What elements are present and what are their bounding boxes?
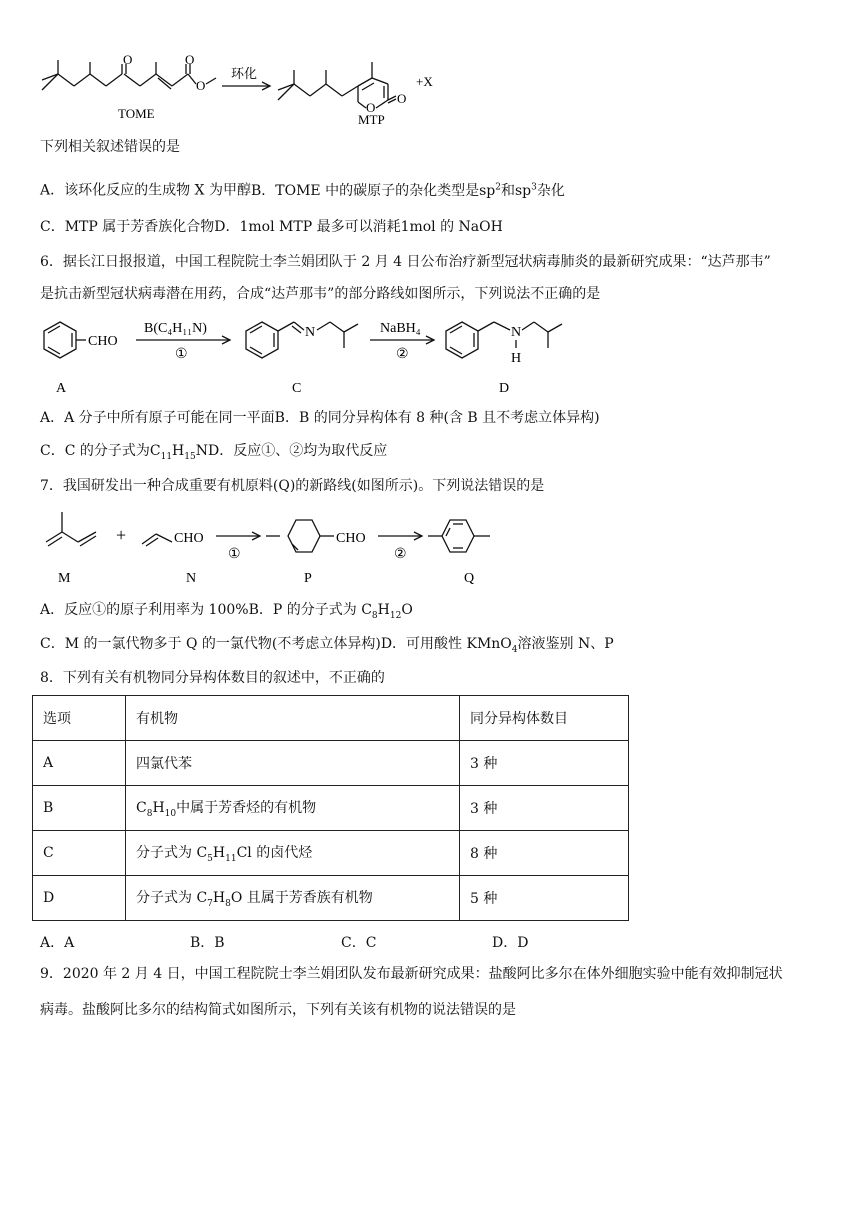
q8-row-count: 8 种 <box>460 831 629 876</box>
q7-option-d[interactable]: D．可用酸性 KMnO$_4$溶液鉴别 N、P <box>380 636 614 655</box>
q7-step1: ① <box>228 547 241 562</box>
q8-row-compound: $C_8H_{10}$中属于芳香烃的有机物 <box>126 786 460 831</box>
q6-option-b[interactable]: B．B 的同分异构体有 8 种(含 B 且不考虑立体异构) <box>274 410 600 426</box>
q8-row-compound: 分子式为 $C_5H_{11}Cl$ 的卤代烃 <box>126 831 460 876</box>
q6-option-a[interactable]: A．A 分子中所有原子可能在同一平面 <box>40 410 275 426</box>
q5-mtp-label: MTP <box>358 112 385 127</box>
q8-table <box>32 695 629 921</box>
q9-stem-line1: 9．2020 年 2 月 4 日，中国工程院院士李兰娟团队发布最新研究成果：盐酸阿比多尔在体外细胞实验中能有效抑制冠状 <box>40 966 783 982</box>
q5-stem: 下列相关叙述错误的是 <box>40 139 180 155</box>
q7-option-a[interactable]: A．反应①的原子利用率为 100% <box>40 602 249 618</box>
q8-row-count: 3 种 <box>460 741 629 786</box>
q8-choice-b[interactable]: B．B <box>190 935 225 951</box>
q5-byproduct: +X <box>416 74 433 89</box>
q8-stem: 8．下列有关有机物同分异构体数目的叙述中，不正确的 <box>40 670 385 686</box>
q6-step1: ① <box>175 347 188 362</box>
q6-option-d[interactable]: D．反应①、②均为取代反应 <box>207 443 388 459</box>
q5-tome-ether-o: O <box>196 78 206 93</box>
q6-amine-h: H <box>511 351 522 366</box>
q7-p-cho: CHO <box>336 531 366 546</box>
q6-reaction-scheme <box>30 308 590 400</box>
q5-options-cd <box>40 217 503 237</box>
table-row <box>33 876 629 921</box>
q5-ring-o: O <box>366 100 376 115</box>
q7-label-p: P <box>304 571 312 586</box>
q5-reaction-scheme <box>30 48 460 128</box>
q8-table-header <box>33 696 629 741</box>
q8-row-count: 3 种 <box>460 786 629 831</box>
table-row <box>33 741 629 786</box>
q5-tome-ketone-o: O <box>123 52 133 67</box>
q7-options-cd <box>40 634 614 660</box>
q7-label-n: N <box>186 571 197 586</box>
q5-tome-label: TOME <box>118 106 155 121</box>
q7-reaction-scheme <box>30 504 530 588</box>
q8-header-compound: 有机物 <box>126 696 460 741</box>
q6-options-ab <box>40 408 600 428</box>
q8-row-option: D <box>33 876 126 921</box>
q5-option-d[interactable]: D．1mol MTP 最多可以消耗1mol 的 NaOH <box>214 219 503 235</box>
q7-option-c[interactable]: C．M 的一氯代物多于 Q 的一氯代物(不考虑立体异构) <box>40 636 381 652</box>
q6-label-a: A <box>56 381 67 396</box>
q6-stem-line1: 6．据长江日报报道，中国工程院院士李兰娟团队于 2 月 4 日公布治疗新型冠状病毒肺炎的最新研究成果：“达芦那韦” <box>40 254 771 270</box>
q8-row-count: 5 种 <box>460 876 629 921</box>
q9-stem-line2: 病毒。盐酸阿比多尔的结构简式如图所示，下列有关该有机物的说法错误的是 <box>40 1002 516 1018</box>
q7-label-q: Q <box>464 571 475 586</box>
q6-cho-label: CHO <box>88 334 118 349</box>
q7-n-cho: CHO <box>174 531 204 546</box>
q7-label-m: M <box>58 571 71 586</box>
q8-header-option: 选项 <box>33 696 126 741</box>
q5-options-ab <box>40 177 565 201</box>
q5-option-c[interactable]: C．MTP 属于芳香族化合物 <box>40 219 215 235</box>
q8-choice-d[interactable]: D．D <box>492 935 529 951</box>
q7-options-ab <box>40 600 413 626</box>
q6-option-c[interactable]: C．C 的分子式为$C_{11}H_{15}N$ <box>40 443 208 462</box>
q6-options-cd <box>40 441 387 467</box>
q5-option-b[interactable]: B．TOME 中的碳原子的杂化类型是$sp^2$和$sp^3$杂化 <box>250 182 565 199</box>
q6-stem-line2: 是抗击新型冠状病毒潜在用药，合成“达芦那韦”的部分路线如图所示，下列说法不正确的是 <box>40 286 601 302</box>
q6-imine-n: N <box>305 325 316 340</box>
q8-choice-c[interactable]: C．C <box>341 935 377 951</box>
table-row <box>33 786 629 831</box>
q5-tome-ester-o: O <box>185 52 195 67</box>
q7-stem: 7．我国研发出一种合成重要有机原料(Q)的新路线(如图所示)。下列说法错误的是 <box>40 478 545 494</box>
q6-step2: ② <box>396 347 409 362</box>
q6-label-d: D <box>499 381 510 396</box>
q6-reagent2: NaBH₄ <box>380 321 421 336</box>
q5-carbonyl-o: O <box>397 91 407 106</box>
q5-option-a[interactable]: A．该环化反应的生成物 X 为甲醇 <box>40 182 251 199</box>
q6-amine-n: N <box>511 325 522 340</box>
q8-header-count: 同分异构体数目 <box>460 696 629 741</box>
q5-arrow-label: 环化 <box>231 66 258 81</box>
q8-row-option: A <box>33 741 126 786</box>
q8-row-compound: 四氯代苯 <box>126 741 460 786</box>
q8-row-option: B <box>33 786 126 831</box>
q6-label-c: C <box>292 381 302 396</box>
q6-reagent1: B(C₄H₁₁N) <box>144 321 207 336</box>
q7-plus: + <box>116 525 127 545</box>
q7-step2: ② <box>394 547 407 562</box>
q7-option-b[interactable]: B．P 的分子式为 $C_8H_{12}O$ <box>248 602 413 621</box>
q8-row-option: C <box>33 831 126 876</box>
table-row <box>33 831 629 876</box>
q8-row-compound: 分子式为 $C_7H_8O$ 且属于芳香族有机物 <box>126 876 460 921</box>
q8-choice-a[interactable]: A．A <box>40 935 75 951</box>
